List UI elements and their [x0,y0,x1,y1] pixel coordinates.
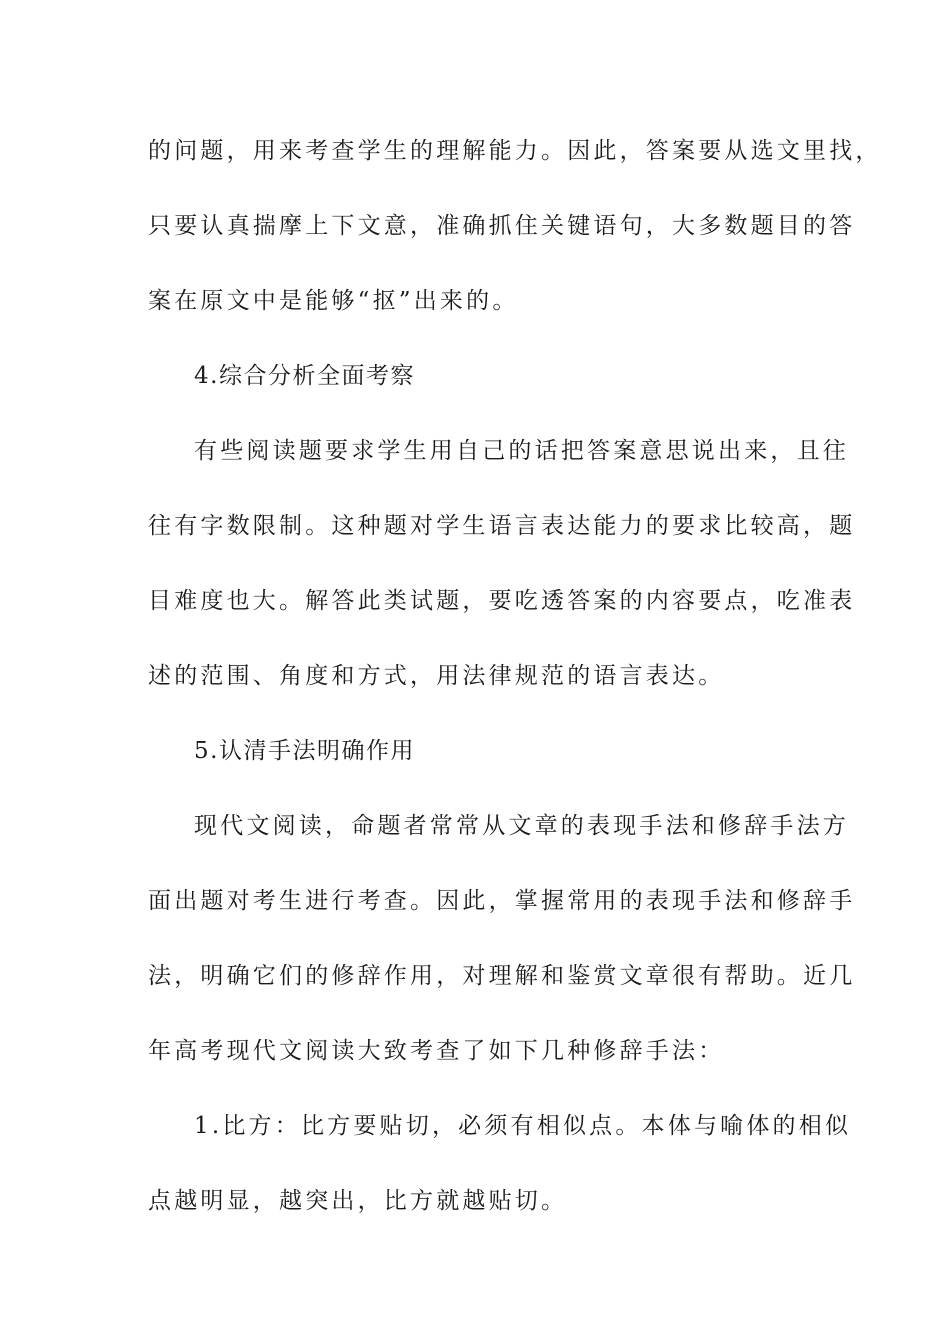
paragraph-line: 目难度也大。解答此类试题，要吃透答案的内容要点，吃准表 [148,588,856,614]
paragraph-line: 年高考现代文阅读大致考查了如下几种修辞手法： [148,1038,725,1064]
paragraph-line: 现代文阅读，命题者常常从文章的表现手法和修辞手法方 [194,813,849,839]
paragraph-line: 述的范围、角度和方式，用法律规范的语言表达。 [148,663,725,689]
section-heading-4: 4.综合分析全面考察 [194,363,415,389]
paragraph-line: 的问题，用来考查学生的理解能力。因此，答案要从选文里找， [148,138,882,164]
paragraph-line: 法，明确它们的修辞作用，对理解和鉴赏文章很有帮助。近几 [148,963,856,989]
list-item-line: 点越明显，越突出，比方就越贴切。 [148,1188,568,1214]
paragraph-line: 往有字数限制。这种题对学生语言表达能力的要求比较高，题 [148,513,856,539]
section-heading-5: 5.认清手法明确作用 [194,738,415,764]
paragraph-line: 面出题对考生进行考查。因此，掌握常用的表现手法和修辞手 [148,888,856,914]
list-item-line: 1.比方：比方要贴切，必须有相似点。本体与喻体的相似 [194,1113,852,1139]
paragraph-line: 只要认真揣摩上下文意，准确抓住关键语句，大多数题目的答 [148,213,856,239]
paragraph-line: 有些阅读题要求学生用自己的话把答案意思说出来，且往 [194,438,849,464]
paragraph-line: 案在原文中是能够“抠”出来的。 [148,288,519,314]
